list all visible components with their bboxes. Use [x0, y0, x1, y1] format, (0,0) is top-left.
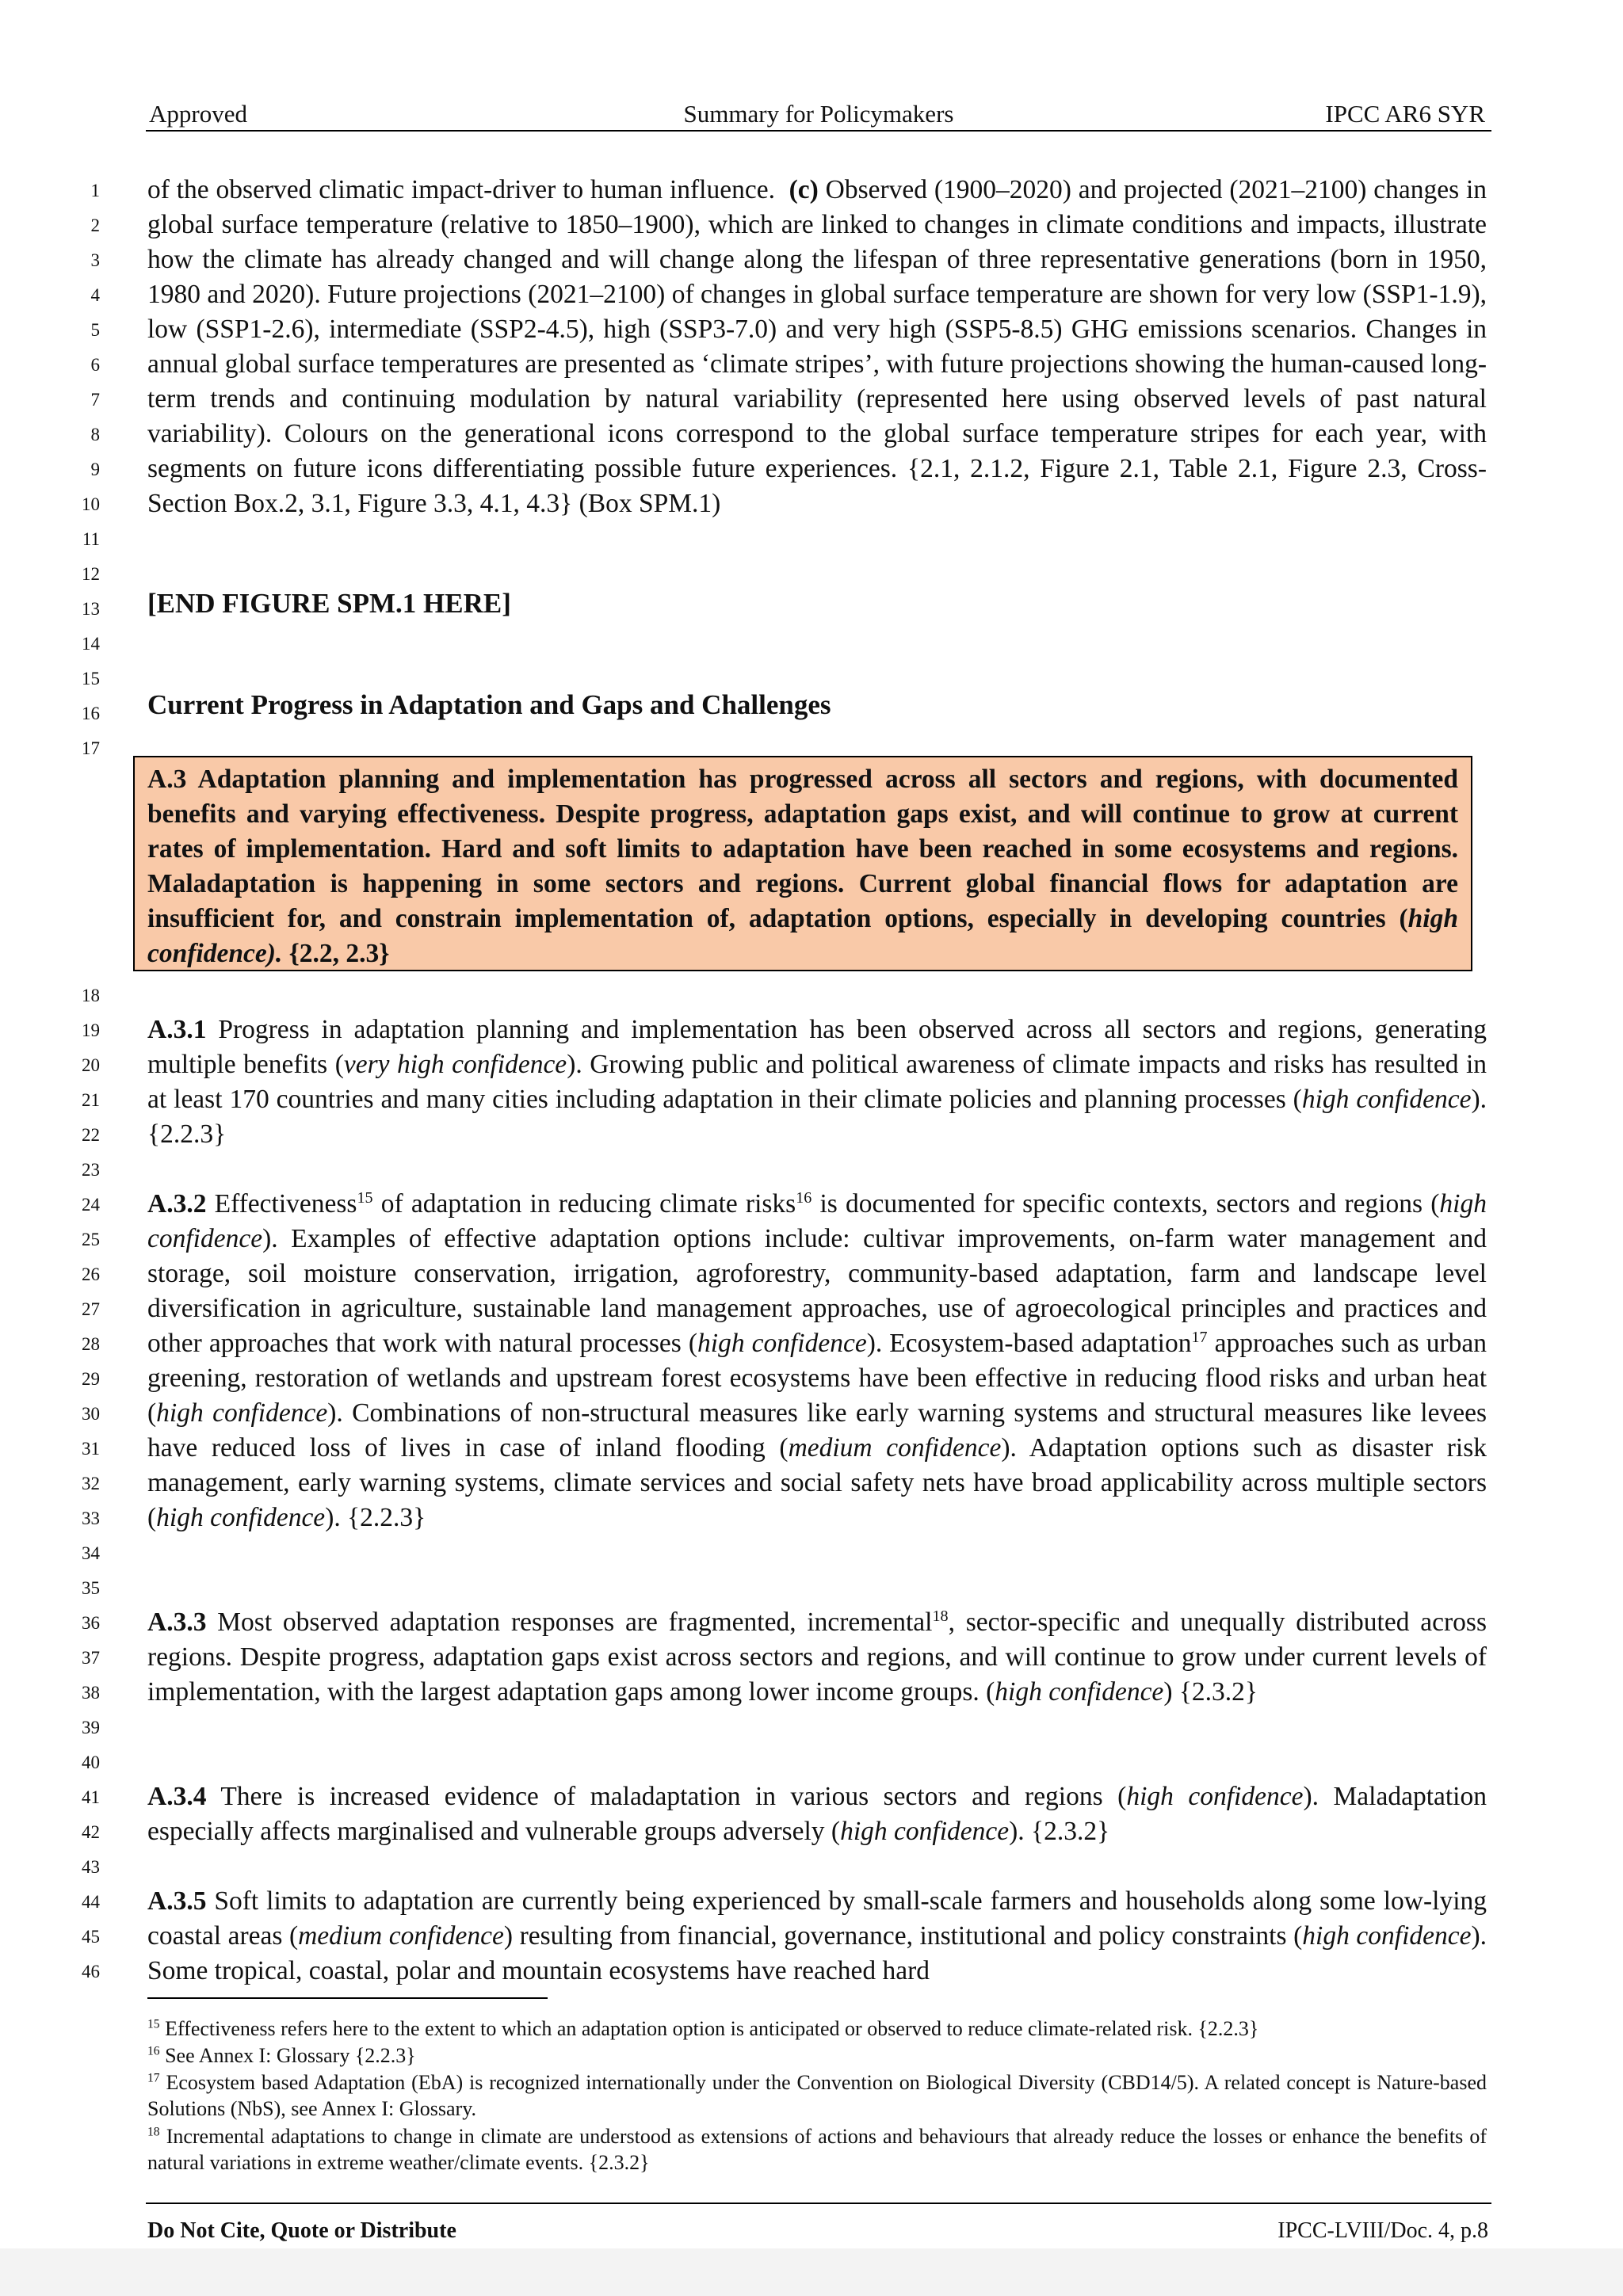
line-number: 20: [82, 1055, 100, 1075]
line-number: 30: [82, 1404, 100, 1424]
line-number: 45: [82, 1927, 100, 1947]
line-number: 31: [82, 1439, 100, 1459]
line-number: 29: [82, 1369, 100, 1389]
paragraph-label: A.3.1: [147, 1015, 207, 1044]
footnote: $^{16}$ See Annex I: Glossary {2.2.3}: [147, 2044, 416, 2067]
line-number: 23: [82, 1160, 100, 1180]
confidence-term: medium confidence: [788, 1433, 1002, 1463]
line-number: 44: [82, 1892, 100, 1912]
line-number: 38: [82, 1683, 100, 1703]
confidence-term: high confidence).: [147, 904, 1458, 968]
headline-refs: {2.2, 2.3}: [282, 939, 390, 968]
footnote-number: 18: [147, 2125, 160, 2139]
confidence-term: very high confidence: [343, 1050, 567, 1079]
line-number: 2: [90, 215, 100, 235]
line-number: 7: [90, 390, 100, 410]
line-number: 15: [82, 669, 100, 688]
footnote: $^{15}$ Effectiveness refers here to the extent to which an adaptation option is anticipated or observed to reduce climate-related risk. {2.2.3}: [147, 2017, 1259, 2040]
confidence-term: high confidence: [156, 1398, 328, 1428]
line-number: 35: [82, 1578, 100, 1598]
paragraph-label: A.3.5: [147, 1886, 207, 1916]
paragraph-label: A.3.3: [147, 1608, 207, 1637]
footer-separator: [146, 2203, 1491, 2204]
header-title: Summary for Policymakers: [683, 100, 954, 128]
section-heading: Current Progress in Adaptation and Gaps and Challenges: [147, 689, 831, 720]
line-number: 4: [90, 285, 100, 305]
line-number: 16: [82, 704, 100, 723]
line-number: 41: [82, 1787, 100, 1807]
line-number: 1: [90, 181, 100, 200]
line-number: 14: [82, 634, 100, 654]
footnote-number: 15: [147, 2017, 160, 2031]
line-number: 22: [82, 1125, 100, 1145]
paragraph-a32: A.3.2 Effectiveness$^{15}$ of adaptation in reducing climate risks$^{16}$ is documented for specific contexts, sectors and regions (high confidence). Examples of effective adaptation options include: cultivar improvements, on-farm water management and storage, soil moisture conservation, irrigation, agroforestry, community-based adaptation, farm and landscape level diversification in agriculture, sustainable land management approaches, use of agroecological principles and practices and other approaches that work with natural processes (high confidence). Ecosystem-based adaptation$^{17}$ approaches such as urban greening, restoration of wetlands and upstream forest ecosystems have been effective in reducing flood risks and urban heat (high confidence). Combinations of non-structural measures like early warning systems and structural measures like levees have reduced loss of lives in case of inland flooding (medium confidence). Adaptation options such as disaster risk management, early warning systems, climate services and social safety nets have broad applicability across multiple sectors (high confidence). {2.2.3}: [147, 1188, 1487, 1532]
figure-caption: [147, 173, 1487, 521]
page-header: [146, 98, 1491, 132]
footer-notice: Do Not Cite, Quote or Distribute: [147, 2218, 456, 2243]
line-number: 34: [82, 1543, 100, 1563]
line-number: 36: [82, 1613, 100, 1633]
line-number: 40: [82, 1753, 100, 1772]
line-number: 46: [82, 1962, 100, 1981]
line-number: 37: [82, 1648, 100, 1668]
confidence-term: high confidence: [995, 1677, 1164, 1707]
paragraph-label: A.3.4: [147, 1782, 207, 1811]
footnote-number: 16: [147, 2044, 160, 2058]
confidence-term: high confidence: [156, 1503, 326, 1532]
line-number: 28: [82, 1334, 100, 1354]
line-number: 42: [82, 1822, 100, 1842]
confidence-term: high confidence: [147, 1189, 1487, 1253]
line-number: 21: [82, 1090, 100, 1110]
paragraph-label: A.3.2: [147, 1189, 207, 1219]
footnote: $^{18}$ Incremental adaptations to change in climate are understood as extensions of actions and behaviours that already reduce the losses or enhance the benefits of natural variations in extreme weather/climate events. {2.3.2}: [147, 2125, 1487, 2174]
line-number: 26: [82, 1264, 100, 1284]
page-bottom-band: [0, 2248, 1623, 2296]
footnote-ref[interactable]: 17: [1191, 1328, 1208, 1346]
line-number: 12: [82, 564, 100, 584]
headline-text: A.3 Adaptation planning and implementation has progressed across all sectors and regions, with documented benefits and varying effectiveness. Despite progress, adaptation gaps exist, and will continue to grow at current rates of implementation. Hard and soft limits to adaptation have been reached in some ecosystems and regions. Maladaptation is happening in some sectors and regions. Current global financial flows for adaptation are insufficient for, and constrain implementation of, adaptation options, especially in developing countries (: [147, 765, 1458, 933]
line-number: 13: [82, 599, 100, 619]
line-number: 19: [82, 1020, 100, 1040]
confidence-term: high confidence: [1302, 1921, 1472, 1951]
confidence-term: medium confidence: [298, 1921, 504, 1951]
paragraph-a33: A.3.3 Most observed adaptation responses are fragmented, incremental$^{18}$, sector-specific and unequally distributed across regions. Despite progress, adaptation gaps exist across sectors and regions, and will continue to grow under current levels of implementation, with the largest adaptation gaps among lower income groups. (high confidence) {2.3.2}: [147, 1607, 1487, 1707]
footnote-separator: [147, 1997, 548, 1999]
line-number: 9: [90, 460, 100, 479]
confidence-term: high confidence: [1126, 1782, 1304, 1811]
header-report: IPCC AR6 SYR: [1325, 100, 1485, 128]
header-status: Approved: [149, 100, 247, 128]
line-number: 10: [82, 494, 100, 514]
paragraph-a35: A.3.5 Soft limits to adaptation are currently being experienced by small-scale farmers and households along some low-lying coastal areas (medium confidence) resulting from financial, governance, institutional and policy constraints (high confidence). Some tropical, coastal, polar and mountain ecosystems have reached hard: [147, 1886, 1487, 1985]
confidence-term: high confidence: [697, 1329, 867, 1358]
line-number: 39: [82, 1718, 100, 1737]
footnote-number: 17: [147, 2071, 160, 2085]
footer-page-ref: IPCC-LVIII/Doc. 4, p.8: [1277, 2218, 1488, 2243]
footnote-ref[interactable]: 18: [932, 1607, 949, 1625]
line-number: 8: [90, 425, 100, 444]
confidence-term: high confidence: [840, 1817, 1010, 1846]
line-number: 3: [90, 250, 100, 270]
footnote-ref[interactable]: 16: [796, 1188, 812, 1207]
line-number: 43: [82, 1857, 100, 1877]
paragraph-a34: A.3.4 There is increased evidence of maladaptation in various sectors and regions (high confidence). Maladaptation especially affects marginalised and vulnerable groups adversely (high confidence). {2.3.2}: [147, 1782, 1487, 1846]
footnote-ref[interactable]: 15: [357, 1188, 373, 1207]
line-number: 27: [82, 1299, 100, 1319]
line-number: 33: [82, 1508, 100, 1528]
line-number: 6: [90, 355, 100, 375]
line-number: 32: [82, 1474, 100, 1493]
end-figure-marker: [END FIGURE SPM.1 HERE]: [147, 588, 511, 619]
line-number: 18: [82, 986, 100, 1005]
caption-panel-label: (c): [789, 175, 819, 204]
line-number: 25: [82, 1230, 100, 1249]
caption-text: Observed (1900–2020) and projected (2021–2100) changes in global surface temperature (relative to 1850–1900), which are linked to changes in climate conditions and impacts, illustrate how the climate has already changed and will change along the lifespan of three representative generations (born in 1950, 1980 and 2020). Future projections (2021–2100) of changes in global surface temperature are shown for very low (SSP1-1.9), low (SSP1-2.6), intermediate (SSP2-4.5), high (SSP3-7.0) and very high (SSP5-8.5) GHG emissions scenarios. Changes in annual global surface temperatures are presented as ‘climate stripes’, with future projections showing the human-caused long-term trends and continuing modulation by natural variability (represented here using observed levels of past natural variability). Colours on the generational icons correspond to the global surface temperature stripes for each year, with segments on future icons differentiating possible future experiences. {2.1, 2.1.2, Figure 2.1, Table 2.1, Figure 2.3, Cross-Section Box.2, 3.1, Figure 3.3, 4.1, 4.3} (Box SPM.1): [147, 175, 1487, 518]
line-number: 5: [90, 320, 100, 340]
caption-text: of the observed climatic impact-driver to human influence.: [147, 175, 775, 204]
line-number: 11: [82, 529, 100, 549]
footnote: $^{17}$ Ecosystem based Adaptation (EbA) is recognized internationally under the Convention on Biological Diversity (CBD14/5). A related concept is Nature-based Solutions (NbS), see Annex I: Glossary.: [147, 2071, 1487, 2120]
paragraph-a31: A.3.1 Progress in adaptation planning and implementation has been observed across all sectors and regions, generating multiple benefits (very high confidence). Growing public and political awareness of climate impacts and risks has resulted in at least 170 countries and many cities including adaptation in their climate policies and planning processes (high confidence). {2.2.3}: [147, 1015, 1487, 1149]
line-number: 17: [82, 738, 100, 758]
line-number: 24: [82, 1195, 100, 1215]
headline-statement-box: [133, 756, 1472, 971]
confidence-term: high confidence: [1301, 1085, 1472, 1114]
